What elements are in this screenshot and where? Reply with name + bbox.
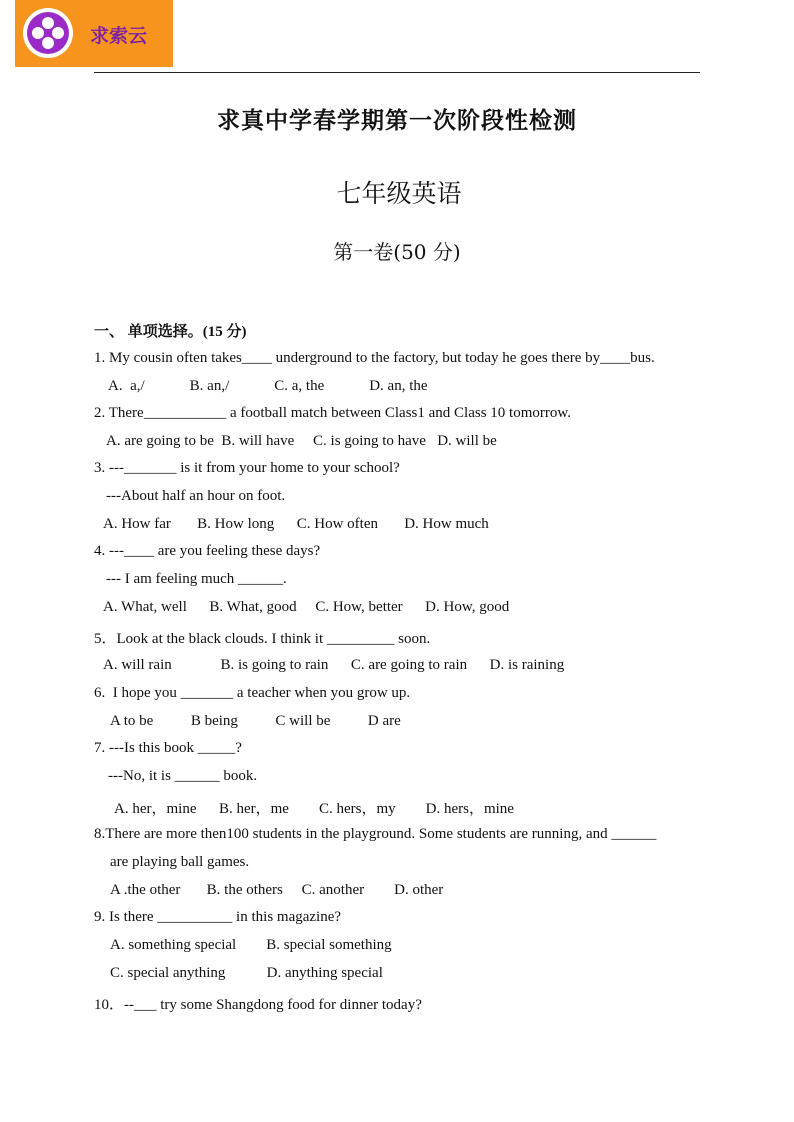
header-divider bbox=[94, 72, 700, 73]
question-9: 9. Is there __________ in this magazine? bbox=[94, 909, 342, 925]
logo-text: 求索云 bbox=[90, 25, 148, 47]
question-8-options: A .the other B. the others C. another D. other bbox=[110, 882, 444, 898]
question-7-answer-line: ---No, it is ______ book. bbox=[108, 768, 258, 784]
question-6: 6. I hope you _______ a teacher when you grow up. bbox=[94, 685, 411, 701]
question-4-options: A. What, well B. What, good C. How, better D. How, good bbox=[103, 599, 510, 615]
volume-label: 第一卷(50 分) bbox=[333, 240, 461, 264]
question-7-options: A. her，mine B. her，me C. hers，my D. hers，mine bbox=[114, 801, 514, 817]
question-7: 7. ---Is this book _____? bbox=[94, 740, 242, 756]
question-3-options: A. How far B. How long C. How often D. How much bbox=[103, 516, 489, 532]
exam-title: 求真中学春学期第一次阶段性检测 bbox=[217, 108, 577, 134]
question-6-options: A to be B being C will be D are bbox=[110, 713, 401, 729]
question-8-continued: are playing ball games. bbox=[110, 854, 250, 870]
question-2: 2. There___________ a football match between Class1 and Class 10 tomorrow. bbox=[94, 405, 571, 421]
question-4: 4. ---____ are you feeling these days? bbox=[94, 543, 321, 559]
question-5: 5．Look at the black clouds. I think it _________ soon. bbox=[94, 631, 431, 647]
question-10: 10．--___ try some Shangdong food for dinner today? bbox=[94, 997, 422, 1013]
question-9-options-row1: A. something special B. special something bbox=[110, 937, 392, 953]
question-2-options: A. are going to be B. will have C. is going to have D. will be bbox=[106, 433, 497, 449]
question-1-options: A. a,/ B. an,/ C. a, the D. an, the bbox=[108, 378, 428, 394]
question-9-options-row2: C. special anything D. anything special bbox=[110, 965, 383, 981]
section-heading: 一、 单项选择。(15 分) bbox=[94, 324, 247, 340]
question-1: 1. My cousin often takes____ underground to the factory, but today he goes there by____bus. bbox=[94, 350, 655, 366]
logo bbox=[15, 0, 173, 67]
question-4-answer-line: --- I am feeling much ______. bbox=[106, 571, 287, 587]
question-3: 3. ---_______ is it from your home to your school? bbox=[94, 460, 400, 476]
exam-subtitle: 七年级英语 bbox=[336, 179, 462, 208]
question-8: 8.There are more then100 students in the playground. Some students are running, and ______ bbox=[94, 826, 657, 842]
question-5-options: A. will rain B. is going to rain C. are going to rain D. is raining bbox=[103, 657, 565, 673]
logo-icon bbox=[23, 8, 73, 58]
question-3-answer-line: ---About half an hour on foot. bbox=[106, 488, 286, 504]
